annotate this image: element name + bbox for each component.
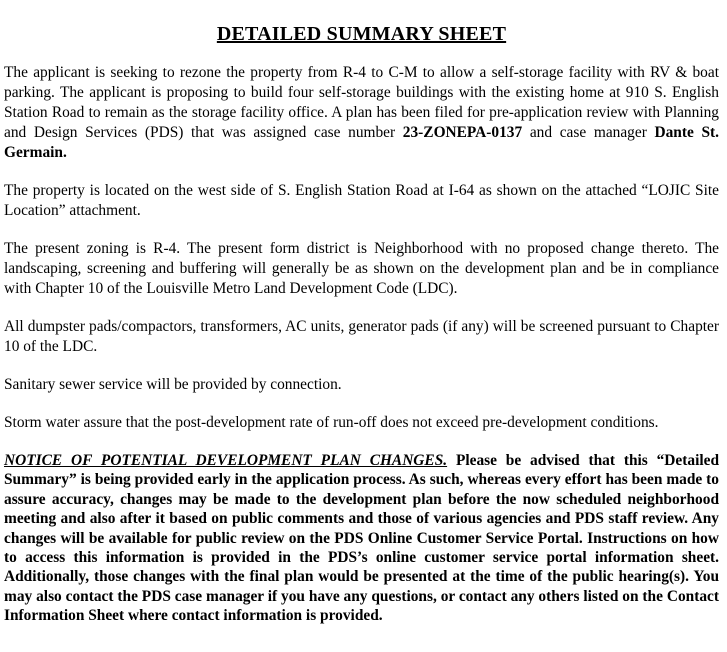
paragraph-sanitary-sewer: Sanitary sewer service will be provided by connection. (4, 376, 342, 393)
paragraph-rezoning-text-2: and case manager (522, 124, 655, 141)
case-manager-name: Dante St. Germain. (4, 124, 719, 161)
paragraph-rezoning-request (4, 63, 719, 163)
paragraph-rezoning-text: The applicant is seeking to rezone the property from R-4 to C-M to allow a self-storage facility with RV & boat parking. The applicant is proposing to build four self-storage buildings with the existing home at 910 S. English Station Road to remain as the storage facility office. A plan has been filed for pre-application review with Planning and Design Services (PDS) that was assigned case number (4, 64, 719, 141)
paragraph-zoning: The present zoning is R-4. The present form district is Neighborhood with no proposed change thereto. The landscaping, screening and buffering will generally be as shown on the development plan and be in compliance with Chapter 10 of the Louisville Metro Land Development Code (LDC). (4, 240, 719, 297)
paragraph-notice (4, 451, 719, 626)
document-title: DETAILED SUMMARY SHEET (216, 23, 507, 45)
notice-body: Please be advised that this “Detailed Summary” is being provided early in the application process. As such, whereas every effort has been made to assure accuracy, changes may be made to the development plan before the now scheduled neighborhood meeting and also after it based on public comments and those of various agencies and PDS staff review. Any changes will be available for public review on the PDS Online Customer Service Portal. Instructions on how to access this information is provided in the PDS’s online customer service portal information sheet. Additionally, those changes with the final plan would be presented at the time of the public hearing(s). You may also contact the PDS case manager if you have any questions, or contact any others listed on the Contact Information Sheet where contact information is provided. (4, 452, 720, 625)
paragraph-property-location: The property is located on the west side of S. English Station Road at I-64 as shown on the attached “LOJIC Site Location” attachment. (4, 182, 719, 219)
notice-heading: NOTICE OF POTENTIAL DEVELOPMENT PLAN CHANGES. (4, 452, 448, 469)
paragraph-storm-water: Storm water assure that the post-development rate of run-off does not exceed pre-development conditions. (4, 414, 659, 431)
paragraph-screening: All dumpster pads/compactors, transformers, AC units, generator pads (if any) will be screened pursuant to Chapter 10 of the LDC. (4, 318, 719, 355)
case-number: 23-ZONEPA-0137 (402, 124, 523, 141)
